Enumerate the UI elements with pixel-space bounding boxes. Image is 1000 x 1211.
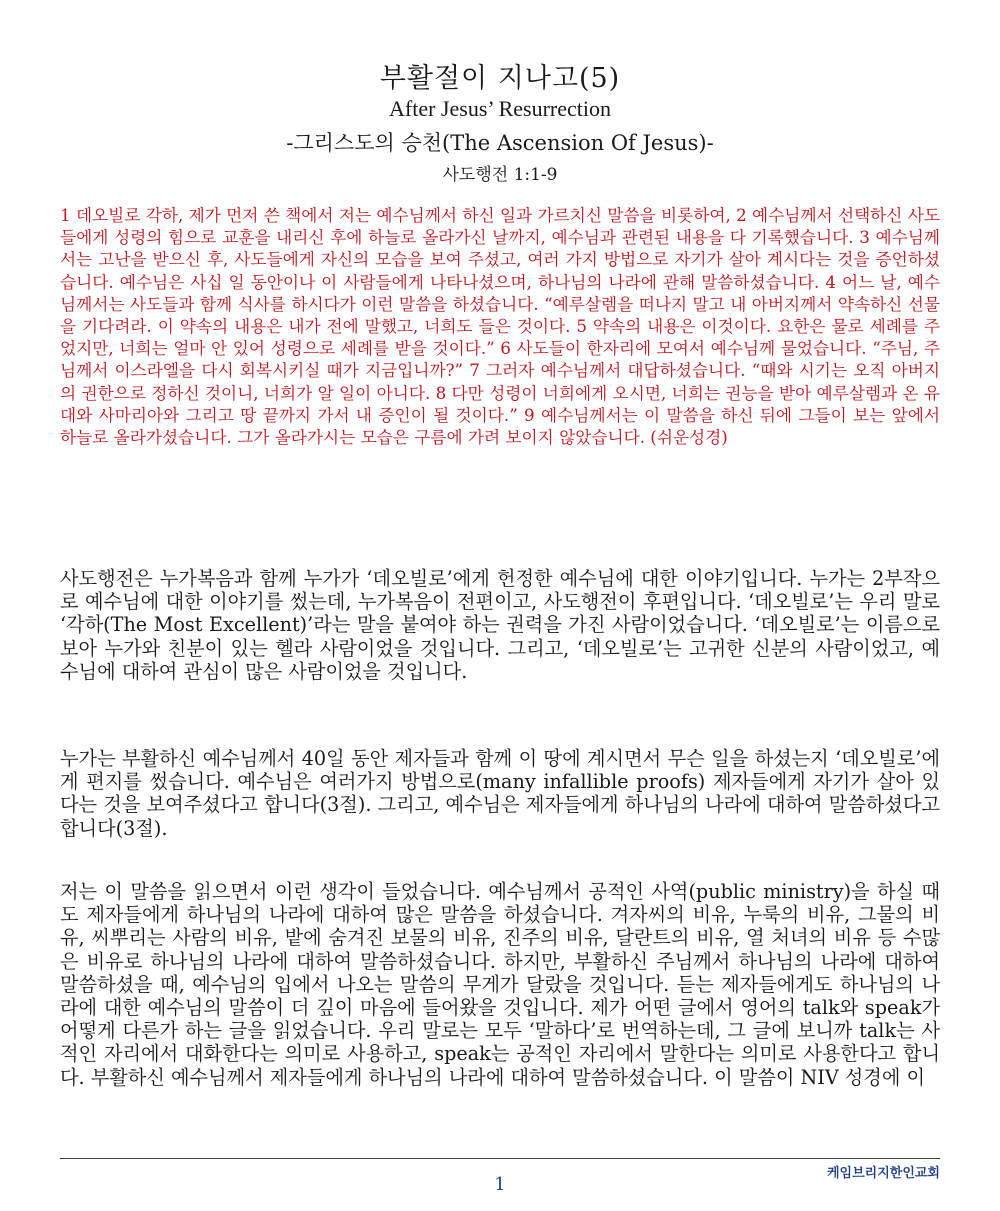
page-subtitle-korean: -그리스도의 승천(The Ascension Of Jesus)-	[286, 131, 714, 155]
scripture-reference: 사도행전 1:1-9	[442, 165, 558, 185]
body-paragraph-2: 누가는 부활하신 예수님께서 40일 동안 제자들과 함께 이 땅에 계시면서 무슨 일을 하셨는지 ‘데오빌로’에게 편지를 썼습니다. 예수님은 여러가지 방법으로(many infallible proofs) 제자들에게 자기가 살아 있다는 것을 보여주셨다고 합니다(3절). 그리고, 예수님은 제자들에게 하나님의 나라에 대하여 말씀하셨다고 합니다(3절).	[60, 747, 940, 840]
page-subtitle-english: After Jesus’ Resurrection	[389, 96, 611, 121]
page-number: 1	[494, 1174, 506, 1195]
scripture-passage: 1 데오빌로 각하, 제가 먼저 쓴 책에서 저는 예수님께서 하신 일과 가르치신 말씀을 비롯하여, 2 예수님께서 선택하신 사도들에게 성령의 힘으로 교훈을 내리신 후에 하늘로 올라가신 날까지, 예수님과 관련된 내용을 다 기록했습니다. 3 예수님께서는 고난을 받으신 후, 사도들에게 자신의 모습을 보여 주셨고, 여러 가지 방법으로 자기가 살아 계시다는 것을 증언하셨습니다. 예수님은 사십 일 동안이나 이 사람들에게 나타나셨으며, 하나님의 나라에 관해 말씀하셨습니다. 4 어느 날, 예수님께서는 사도들과 함께 식사를 하시다가 이런 말씀을 하셨습니다. “예루살렘을 떠나지 말고 내 아버지께서 약속하신 선물을 기다려라. 이 약속의 내용은 내가 전에 말했고, 너희도 들은 것이다. 5 약속의 내용은 이것이다. 요한은 물로 세례를 주었지만, 너희는 얼마 안 있어 성령으로 세례를 받을 것이다.” 6 사도들이 한자리에 모여서 예수님께 물었습니다. “주님, 주님께서 이스라엘을 다시 회복시키실 때가 지금입니까?” 7 그러자 예수님께서 대답하셨습니다. “때와 시기는 오직 아버지의 권한으로 정하신 것이니, 너희가 알 일이 아니다. 8 다만 성령이 너희에게 오시면, 너희는 권능을 받아 예루살렘과 온 유대와 사마리아와 그리고 땅 끝까지 가서 내 증인이 될 것이다.” 9 예수님께서는 이 말씀을 하신 뒤에 그들이 보는 앞에서 하늘로 올라가셨습니다. 그가 올라가시는 모습은 구름에 가려 보이지 않았습니다. (쉬운성경)	[60, 205, 940, 448]
body-paragraph-1: 사도행전은 누가복음과 함께 누가가 ‘데오빌로’에게 헌정한 예수님에 대한 이야기입니다. 누가는 2부작으로 예수님에 대한 이야기를 썼는데, 누가복음이 전편이고, 사도행전이 후편입니다. ‘데오빌로’는 우리 말로 ‘각하(The Most Excellent)’라는 말을 붙여야 하는 권력을 가진 사람이었습니다. ‘데오빌로’는 이름으로 보아 누가와 친분이 있는 헬라 사람이었을 것입니다. 그리고, ‘데오빌로’는 고귀한 신분의 사람이었고, 예수님에 대하여 관심이 많은 사람이었을 것입니다.	[60, 567, 940, 683]
page-title: 부활절이 지나고(5)	[379, 63, 621, 94]
footer-divider	[60, 1158, 940, 1159]
church-name: 케임브리지한인교회	[826, 1166, 940, 1181]
body-paragraph-3: 저는 이 말씀을 읽으면서 이런 생각이 들었습니다. 예수님께서 공적인 사역(public ministry)을 하실 때도 제자들에게 하나님의 나라에 대하여 많은 말씀을 하셨습니다. 겨자씨의 비유, 누룩의 비유, 그물의 비유, 씨뿌리는 사람의 비유, 밭에 숨겨진 보물의 비유, 진주의 비유, 달란트의 비유, 열 처녀의 비유 등 수많은 비유로 하나님의 나라에 대하여 말씀하셨습니다. 하지만, 부활하신 주님께서 하나님의 나라에 대하여 말씀하셨을 때, 예수님의 입에서 나오는 말씀의 무게가 달랐을 것입니다. 듣는 제자들에게도 하나님의 나라에 대한 예수님의 말씀이 더 깊이 마음에 들어왔을 것입니다. 제가 어떤 글에서 영어의 talk와 speak가 어떻게 다른가 하는 글을 읽었습니다. 우리 말로는 모두 ‘말하다’로 번역하는데, 그 글에 보니까 talk는 사적인 자리에서 대화한다는 의미로 사용하고, speak는 공적인 자리에서 말한다는 의미로 사용한다고 합니다. 부활하신 예수님께서 제자들에게 하나님의 나라에 대하여 말씀하셨습니다. 이 말씀이 NIV 성경에 이	[60, 880, 940, 1089]
